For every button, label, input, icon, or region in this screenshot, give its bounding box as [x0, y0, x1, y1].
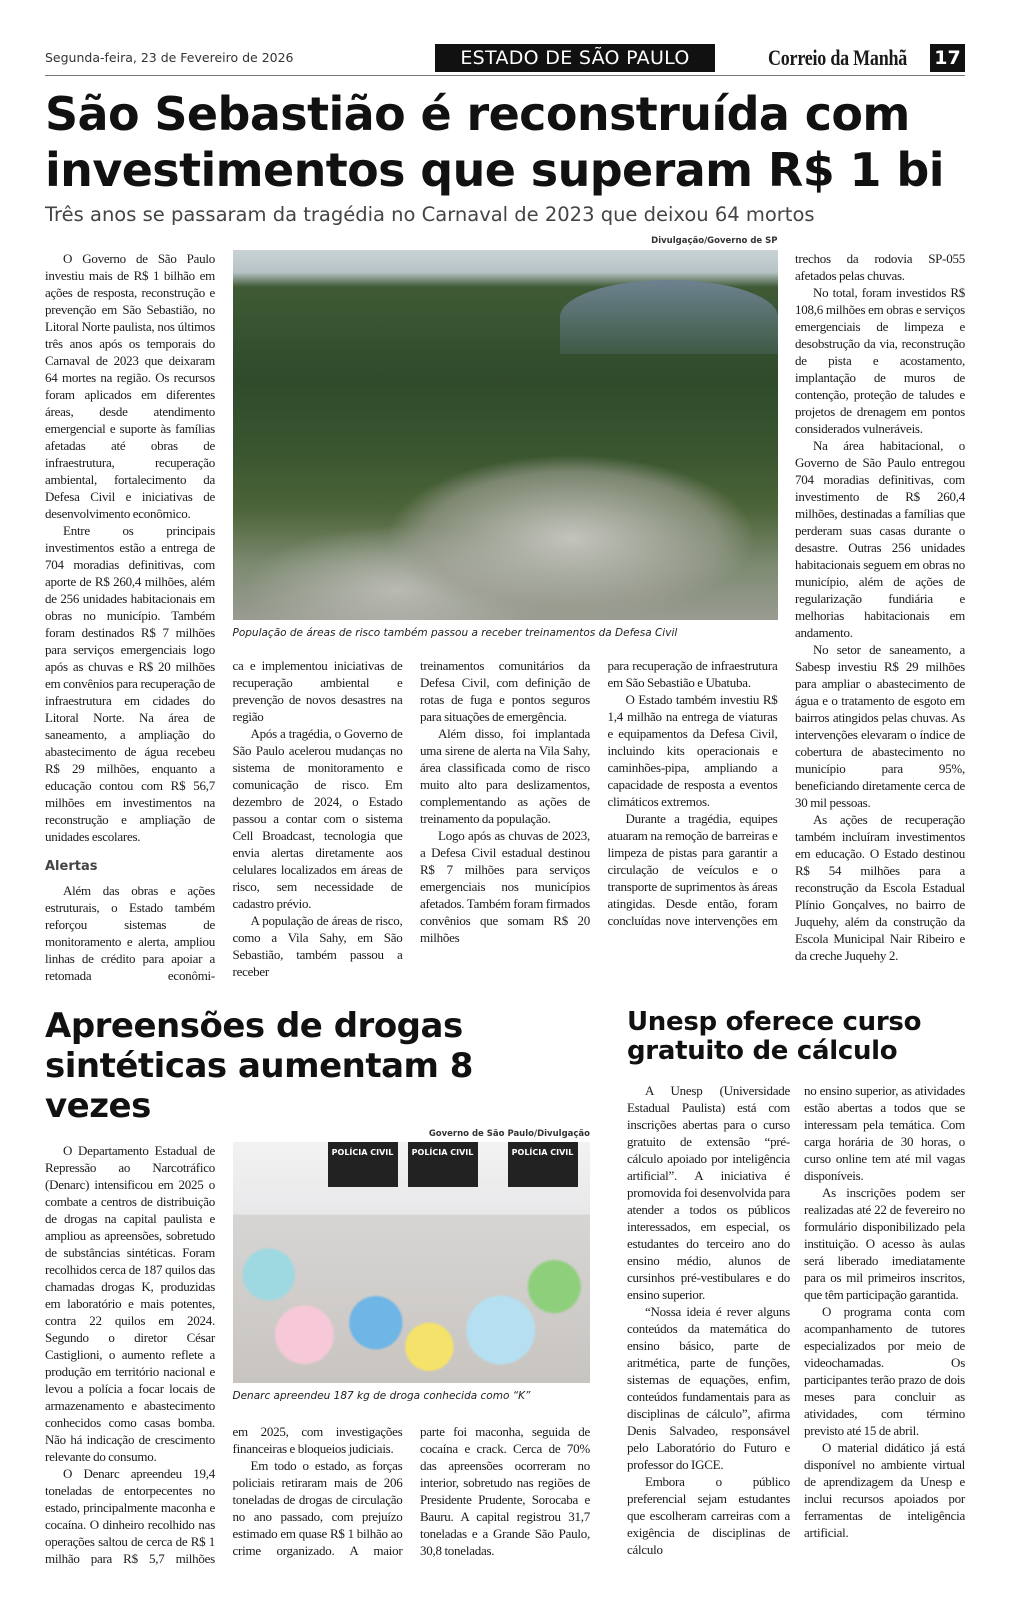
- section-label: ESTADO DE SÃO PAULO: [435, 44, 715, 72]
- paragraph: parte foi maconha, seguida de cocaína e crack. Cerca de 70% das apreensões ocorreram no interior, sobretudo nas regiões de Presidente Prudente, Sorocaba e Bauru. A capital registrou 31,7 toneladas e a Grande São Paulo, 30,8 toneladas.: [420, 1424, 590, 1558]
- photo-credit: Governo de São Paulo/Divulgação: [428, 1129, 590, 1139]
- paragraph: As ações de recuperação também incluíram investimentos em educação. O Estado destinou R$ 54 milhões para a reconstrução da Escola Estadual Plínio Gonçalves, no bairro de Juquehy, além da construção da Escola Municipal Nair Ribeiro e da creche Juquehy 2.: [795, 812, 965, 963]
- article-drug-seizures: [45, 1006, 590, 1567]
- photo-credit: Divulgação/Governo de SP: [651, 236, 778, 246]
- paragraph: em 2025, com investigações financeiras e bloqueios judiciais.: [232, 1424, 403, 1456]
- paragraph: O programa conta com acompanhamento de tutores especializados por meio de videochamadas. Os participantes terão prazo de dois meses para concluir as atividades, com término previsto até 15 de abril.: [804, 1304, 965, 1438]
- article-column: [420, 1423, 590, 1559]
- article-column: [627, 1082, 790, 1558]
- paragraph: para recuperação de infraestrutura em São Sebastião e Ubatuba.: [607, 657, 778, 690]
- paragraph: O Departamento Estadual de Repressão ao Narcotráfico (Denarc) intensificou em 2025 o combate a centros de distribuição de drogas na capital paulista e ampliou as apreensões, sobretudo de substâncias sintéticas. Foram recolhidos cerca de 187 quilos das chamadas drogas K, produzidas em laboratório e mais potentes, contra 22 quilos em 2024. Segundo o diretor César Castiglioni, o aumento reflete a produção em território nacional e levou a polícia a focar locais de armazenamento e abastecimento conhecidos como casas bomba. Não há indicação de crescimento relevante do consumo.: [45, 1143, 215, 1464]
- article-headline: Unesp oferece curso gratuito de cálculo: [627, 1007, 922, 1066]
- photo-caption: Denarc apreendeu 187 kg de droga conhecida como “K”: [232, 1390, 531, 1402]
- paragraph: O Denarc apreendeu 19,4 toneladas de entorpecentes no estado, principalmente maconha e cocaína. O dinheiro recolhido nas operações saltou de cerca de R$ 1 milhão para R$ 5,7 milhões: [45, 1466, 215, 1566]
- page-number: 17: [930, 44, 965, 72]
- article-column: [420, 657, 590, 946]
- article-column: [45, 1142, 215, 1567]
- paragraph: Entre os principais investimentos estão a entrega de 704 moradias definitivas, com aporte de R$ 260,4 milhões, além de 256 unidades habitacionais em obras no município. Também foram destinados R$ 7 milhões para serviços emergenciais logo após as chuvas e R$ 20 milhões em convênios para recuperação de infraestrutura em cidades do Litoral Norte. Na área de saneamento, a ampliação do abastecimento de água recebeu R$ 29 milhões, enquanto a educação contou com R$ 56,7 milhões em investimentos na reconstrução e ampliação de unidades escolares.: [45, 523, 215, 844]
- paragraph: Após a tragédia, o Governo de São Paulo acelerou mudanças no sistema de monitoramento e comunicação de risco. Em dezembro de 2024, o Estado passou a contar com o sistema Cell Broadcast, tecnologia que envia alertas diretamente aos celulares localizados em áreas de risco, sem necessidade de cadastro prévio.: [232, 725, 403, 911]
- photo-block: [232, 236, 778, 640]
- paragraph: O material didático já está disponível no ambiente virtual de aprendizagem da Unesp e inclui recursos apoiados por ferramentas de inteligência artificial.: [804, 1440, 965, 1540]
- police-sign: POLÍCIA CIVIL: [328, 1142, 398, 1187]
- police-sign: POLÍCIA CIVIL: [508, 1142, 578, 1187]
- article-headline: São Sebastião é reconstruída com investimentos que superam R$ 1 bi: [45, 87, 944, 197]
- issue-date: Segunda-feira, 23 de Fevereiro de 2026: [45, 50, 294, 65]
- article-subheadline: Três anos se passaram da tragédia no Carnaval de 2023 que deixou 64 mortos: [45, 203, 815, 226]
- photo-caption: População de áreas de risco também passou a receber treinamentos da Defesa Civil: [232, 627, 678, 639]
- paragraph: O Estado também investiu R$ 1,4 milhão na entrega de viaturas e equipamentos da Defesa Civil, incluindo kits operacionais e caminhões-pipa, ampliando a capacidade de resposta a eventos climáticos extremos.: [607, 691, 778, 809]
- article-column: [804, 1082, 965, 1541]
- paragraph: Logo após as chuvas de 2023, a Defesa Civil estadual destinou R$ 7 milhões para serviços emergenciais nos municípios afetados. Também foram firmados convênios que somam R$ 20 milhões: [420, 827, 590, 945]
- article-unesp-course: [627, 1006, 965, 1558]
- paragraph: Embora o público preferencial sejam estudantes que escolheram carreiras com a exigência de disciplinas de cálculo: [627, 1474, 790, 1557]
- section-subheading: Alertas: [45, 859, 98, 874]
- article-column: [45, 250, 215, 984]
- photo-block: [232, 1129, 591, 1403]
- article-column: [233, 657, 403, 980]
- paragraph: trechos da rodovia SP-055 afetados pelas chuvas.: [795, 251, 965, 283]
- article-headline: Apreensões de drogas sintéticas aumentam 8 vezes: [45, 1006, 473, 1126]
- paragraph: A população de áreas de risco, como a Vila Sahy, em São Sebastião, também passou a receber: [232, 912, 403, 979]
- paragraph: O Governo de São Paulo investiu mais de R$ 1 bilhão em ações de resposta, reconstrução e prevenção em São Sebastião, no Litoral Norte paulista, nos últimos três anos após os temporais do Carnaval de 2023 que deixaram 64 mortes na região. Os recursos foram aplicados em diferentes áreas, desde atendimento emergencial e suporte às famílias afetadas até obras de infraestrutura, recuperação ambiental, fortalecimento da Defesa Civil e iniciativas de desenvolvimento econômico.: [45, 251, 215, 521]
- paragraph: As inscrições podem ser realizadas até 22 de fevereiro no formulário disponibilizado pela instituição. O acesso às aulas será liberado imediatamente para os mil primeiros inscritos, que têm participação garantida.: [804, 1185, 965, 1302]
- paragraph: no ensino superior, as atividades estão abertas a todos que se interessam pela temática. Com carga horária de 30 horas, o curso online tem até mil vagas disponíveis.: [804, 1083, 965, 1183]
- paragraph: “Nossa ideia é rever alguns conteúdos da matemática do ensino básico, parte de aritmética, parte de funções, sistemas de equações, enfim, conteúdos fundamentais para as disciplinas de cálculo”, afirma Denis Salvadeo, responsável pelo Laboratório do Futuro e professor do IGCE.: [627, 1304, 790, 1472]
- paragraph: No total, foram investidos R$ 108,6 milhões em obras e serviços emergenciais de limpeza e desobstrução da via, reconstrução de pista e acostamento, implantação de muros de contenção, proteção de taludes e projetos de drenagem em pontos considerados vulneráveis.: [795, 285, 965, 436]
- paragraph: No setor de saneamento, a Sabesp investiu R$ 29 milhões para ampliar o abastecimento de água e o tratamento de esgoto em bairros atingidos pelas chuvas. As intervenções elevaram o índice de cobertura de abastecimento no município para 95%, beneficiando diretamente cerca de 30 mil pessoas.: [795, 642, 965, 810]
- police-sign: POLÍCIA CIVIL: [408, 1142, 478, 1187]
- article-column: [233, 1423, 403, 1559]
- paragraph: Além disso, foi implantada uma sirene de alerta na Vila Sahy, área classificada como de risco muito alto para deslizamentos, complementando as ações de treinamento da população.: [420, 725, 590, 826]
- aerial-photo: [233, 250, 778, 620]
- article-column: [608, 657, 778, 929]
- paragraph: Durante a tragédia, equipes atuaram na remoção de barreiras e limpeza de pistas para garantir a circulação de veículos e o transporte de suprimentos às áreas atingidas. Desde então, foram concluídas nove intervenções em: [607, 810, 778, 928]
- paragraph: Em todo o estado, as forças policiais retiraram mais de 206 toneladas de drogas de circulação no ano passado, com prejuízo estimado em quase R$ 1 bilhão ao crime organizado. A maior: [232, 1458, 403, 1558]
- paragraph: A Unesp (Universidade Estadual Paulista) está com inscrições abertas para o curso gratuito de extensão “pré-cálculo apoiado por inteligência artificial”. A iniciativa é promovida foi desenvolvida para atender a todos os públicos interessados, em especial, os estudantes do terceiro ano do ensino médio, alunos de cursinhos pré-vestibulares e do ensino superior.: [627, 1083, 790, 1302]
- newspaper-logo: Correio da Manhã: [768, 45, 908, 70]
- paragraph: ca e implementou iniciativas de recuperação ambiental e prevenção de novos desastres na região: [232, 657, 403, 724]
- seized-drugs-photo: [233, 1142, 591, 1383]
- article-sao-sebastiao: [45, 236, 965, 984]
- paragraph: Além das obras e ações estruturais, o Estado também reforçou sistemas de monitoramento e alerta, ampliou linhas de crédito para apoiar a retomada econômi-: [45, 883, 215, 983]
- paragraph: treinamentos comunitários da Defesa Civil, com definição de rotas de fuga e pontos seguros para situações de emergência.: [420, 657, 590, 724]
- paragraph: Na área habitacional, o Governo de São Paulo entregou 704 moradias definitivas, com investimento de R$ 260,4 milhões, destinadas a famílias que perderam suas casas durante o desastre. Outras 256 unidades habitacionais seguem em obras no município, além de ações de regularização fundiária e melhorias habitacionais em andamento.: [795, 438, 965, 640]
- article-column: [795, 250, 965, 964]
- lower-section: [45, 1006, 965, 1567]
